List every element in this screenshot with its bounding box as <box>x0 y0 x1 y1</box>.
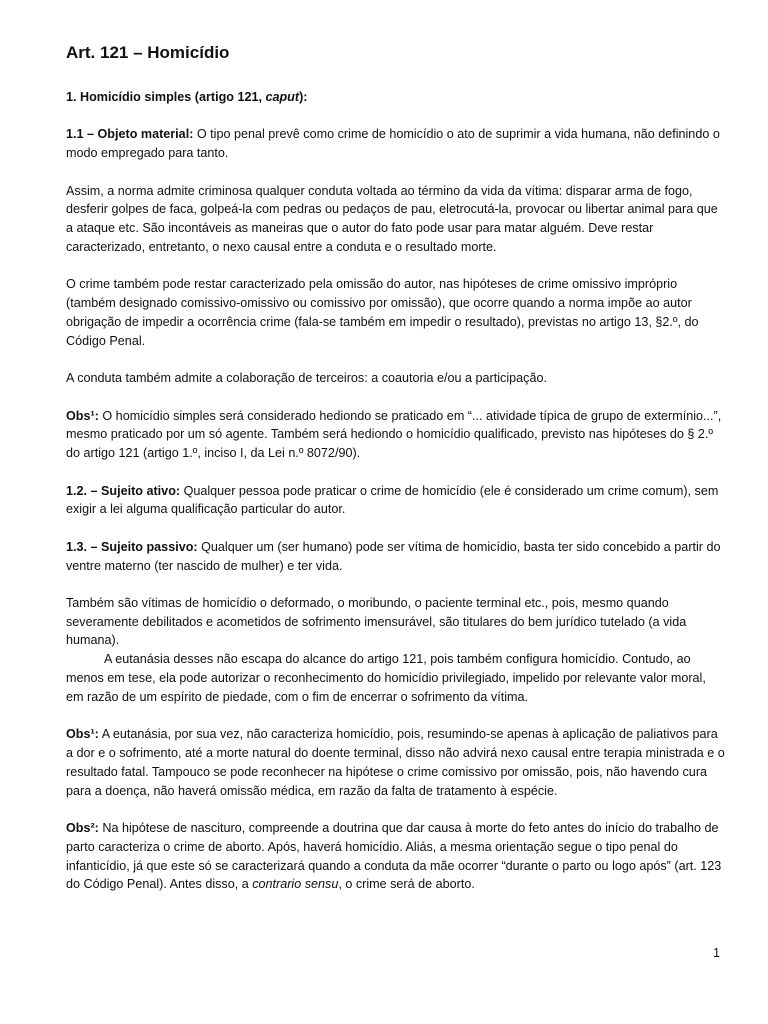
paragraph-objeto-material <box>66 125 726 163</box>
paragraph-obs2-nascituro <box>66 819 726 894</box>
section-heading-italic: caput <box>265 90 300 104</box>
obs-label: Obs²: <box>66 821 99 836</box>
section-heading-text: 1. Homicídio simples (artigo 121, <box>66 90 266 104</box>
paragraph-sujeito-passivo <box>66 538 726 576</box>
paragraph-sujeito-ativo <box>66 482 726 520</box>
paragraph-text: Na hipótese de nascituro, compreende a doutrina que dar causa à morte do feto antes do início do trabalho de parto caracteriza o crime de aborto. Após, haverá homicídio. Aliás, a mesma orientação segue o tipo penal do infanticídio, já que este só se caracterizará quando a conduta da mãe ocorrer “durante o parto ou logo após” (art. 123 do Código Penal). Antes disso, a <box>66 821 722 892</box>
paragraph-eutanasia: A eutanásia desses não escapa do alcance do artigo 121, pois também configura homicídio. Contudo, ao menos em tese, ela pode autorizar o reconhecimento do homicídio privilegiado, impelido por relevante valor moral, em razão de um espírito de piedade, com o fim de encerrar o sofrimento da vítima. <box>66 652 706 704</box>
subheading-sujeito-ativo: 1.2. – Sujeito ativo: <box>66 483 181 498</box>
paragraph-text-end: , o crime será de aborto. <box>338 877 475 892</box>
obs-label: Obs¹: <box>66 408 99 423</box>
italic-term: contrario sensu <box>252 877 339 892</box>
paragraph-text: Qualquer pessoa pode praticar o crime de homicídio (ele é considerado um crime comum), sem exigir a lei alguma qualificação particular do autor. <box>66 483 719 517</box>
paragraph-omissao: O crime também pode restar caracterizado pela omissão do autor, nas hipóteses de crime omissivo impróprio (também designado comissivo-omissivo ou comissivo por omissão), que ocorre quando a norma impõe ao autor obrigação de impedir a ocorrência crime (fala-se também em impedir o resultado), previstas no artigo 13, §2.º, do Código Penal. <box>66 277 699 348</box>
page-number: 1 <box>712 946 720 960</box>
section-heading <box>66 88 726 107</box>
subheading-objeto-material: 1.1 – Objeto material: <box>66 127 194 142</box>
paragraph-coautoria: A conduta também admite a colaboração de terceiros: a coautoria e/ou a participação. <box>66 371 547 386</box>
document-page <box>66 42 726 913</box>
paragraph-text: A eutanásia, por sua vez, não caracteriza homicídio, pois, resumindo-se apenas à aplicação de paliativos para a dor e o sofrimento, até a morte natural do doente terminal, disso não advirá nexo causal entre terapia ministrada e o resultado fatal. Tampouco se pode reconhecer na hipótese o crime comissivo por omissão, pois, não havendo cura para a doença, não haverá omissão médica, em razão da falta de tratamento à espécie. <box>66 727 725 798</box>
subheading-sujeito-passivo: 1.3. – Sujeito passivo: <box>66 539 198 554</box>
paragraph-text: Qualquer um (ser humano) pode ser vítima de homicídio, basta ter sido concebido a partir do ventre materno (ter nascido de mulher) e ter vida. <box>66 539 721 573</box>
paragraph-obs1-eutanasia <box>66 725 726 800</box>
page-title: Art. 121 – Homicídio <box>66 43 230 62</box>
paragraph-text: O homicídio simples será considerado hediondo se praticado em “... atividade típica de grupo de extermínio...”, mesmo praticado por um só agente. Também será hediondo o homicídio qualificado, previsto nas hipóteses do § 2.º do artigo 121 (artigo 1.º, inciso I, da Lei n.º 8072/90). <box>66 408 722 461</box>
obs-label: Obs¹: <box>66 727 99 742</box>
paragraph-tambem-vitimas: Também são vítimas de homicídio o deformado, o moribundo, o paciente terminal etc., pois, mesmo quando severamente debilitados e acometidos de sofrimento imensurável, são titulares do bem jurídico tutelado (a vida humana). <box>66 595 687 648</box>
paragraph-text: O tipo penal prevê como crime de homicídio o ato de suprimir a vida humana, não definindo o modo empregado para tanto. <box>66 127 720 161</box>
paragraph-assim: Assim, a norma admite criminosa qualquer conduta voltada ao término da vida da vítima: disparar arma de fogo, desferir golpes de faca, golpeá-la com pedras ou pedaços de pau, eletrocutá-la, provocar ou libertar animal para que a ataque etc. São incontáveis as maneiras que o autor do fato pode usar para matar alguém. Deve restar caracterizado, entretanto, o nexo causal entre a conduta e o resultado morte. <box>66 183 718 254</box>
paragraph-obs1-hediondo <box>66 407 726 463</box>
section-heading-suffix: ): <box>299 90 308 104</box>
